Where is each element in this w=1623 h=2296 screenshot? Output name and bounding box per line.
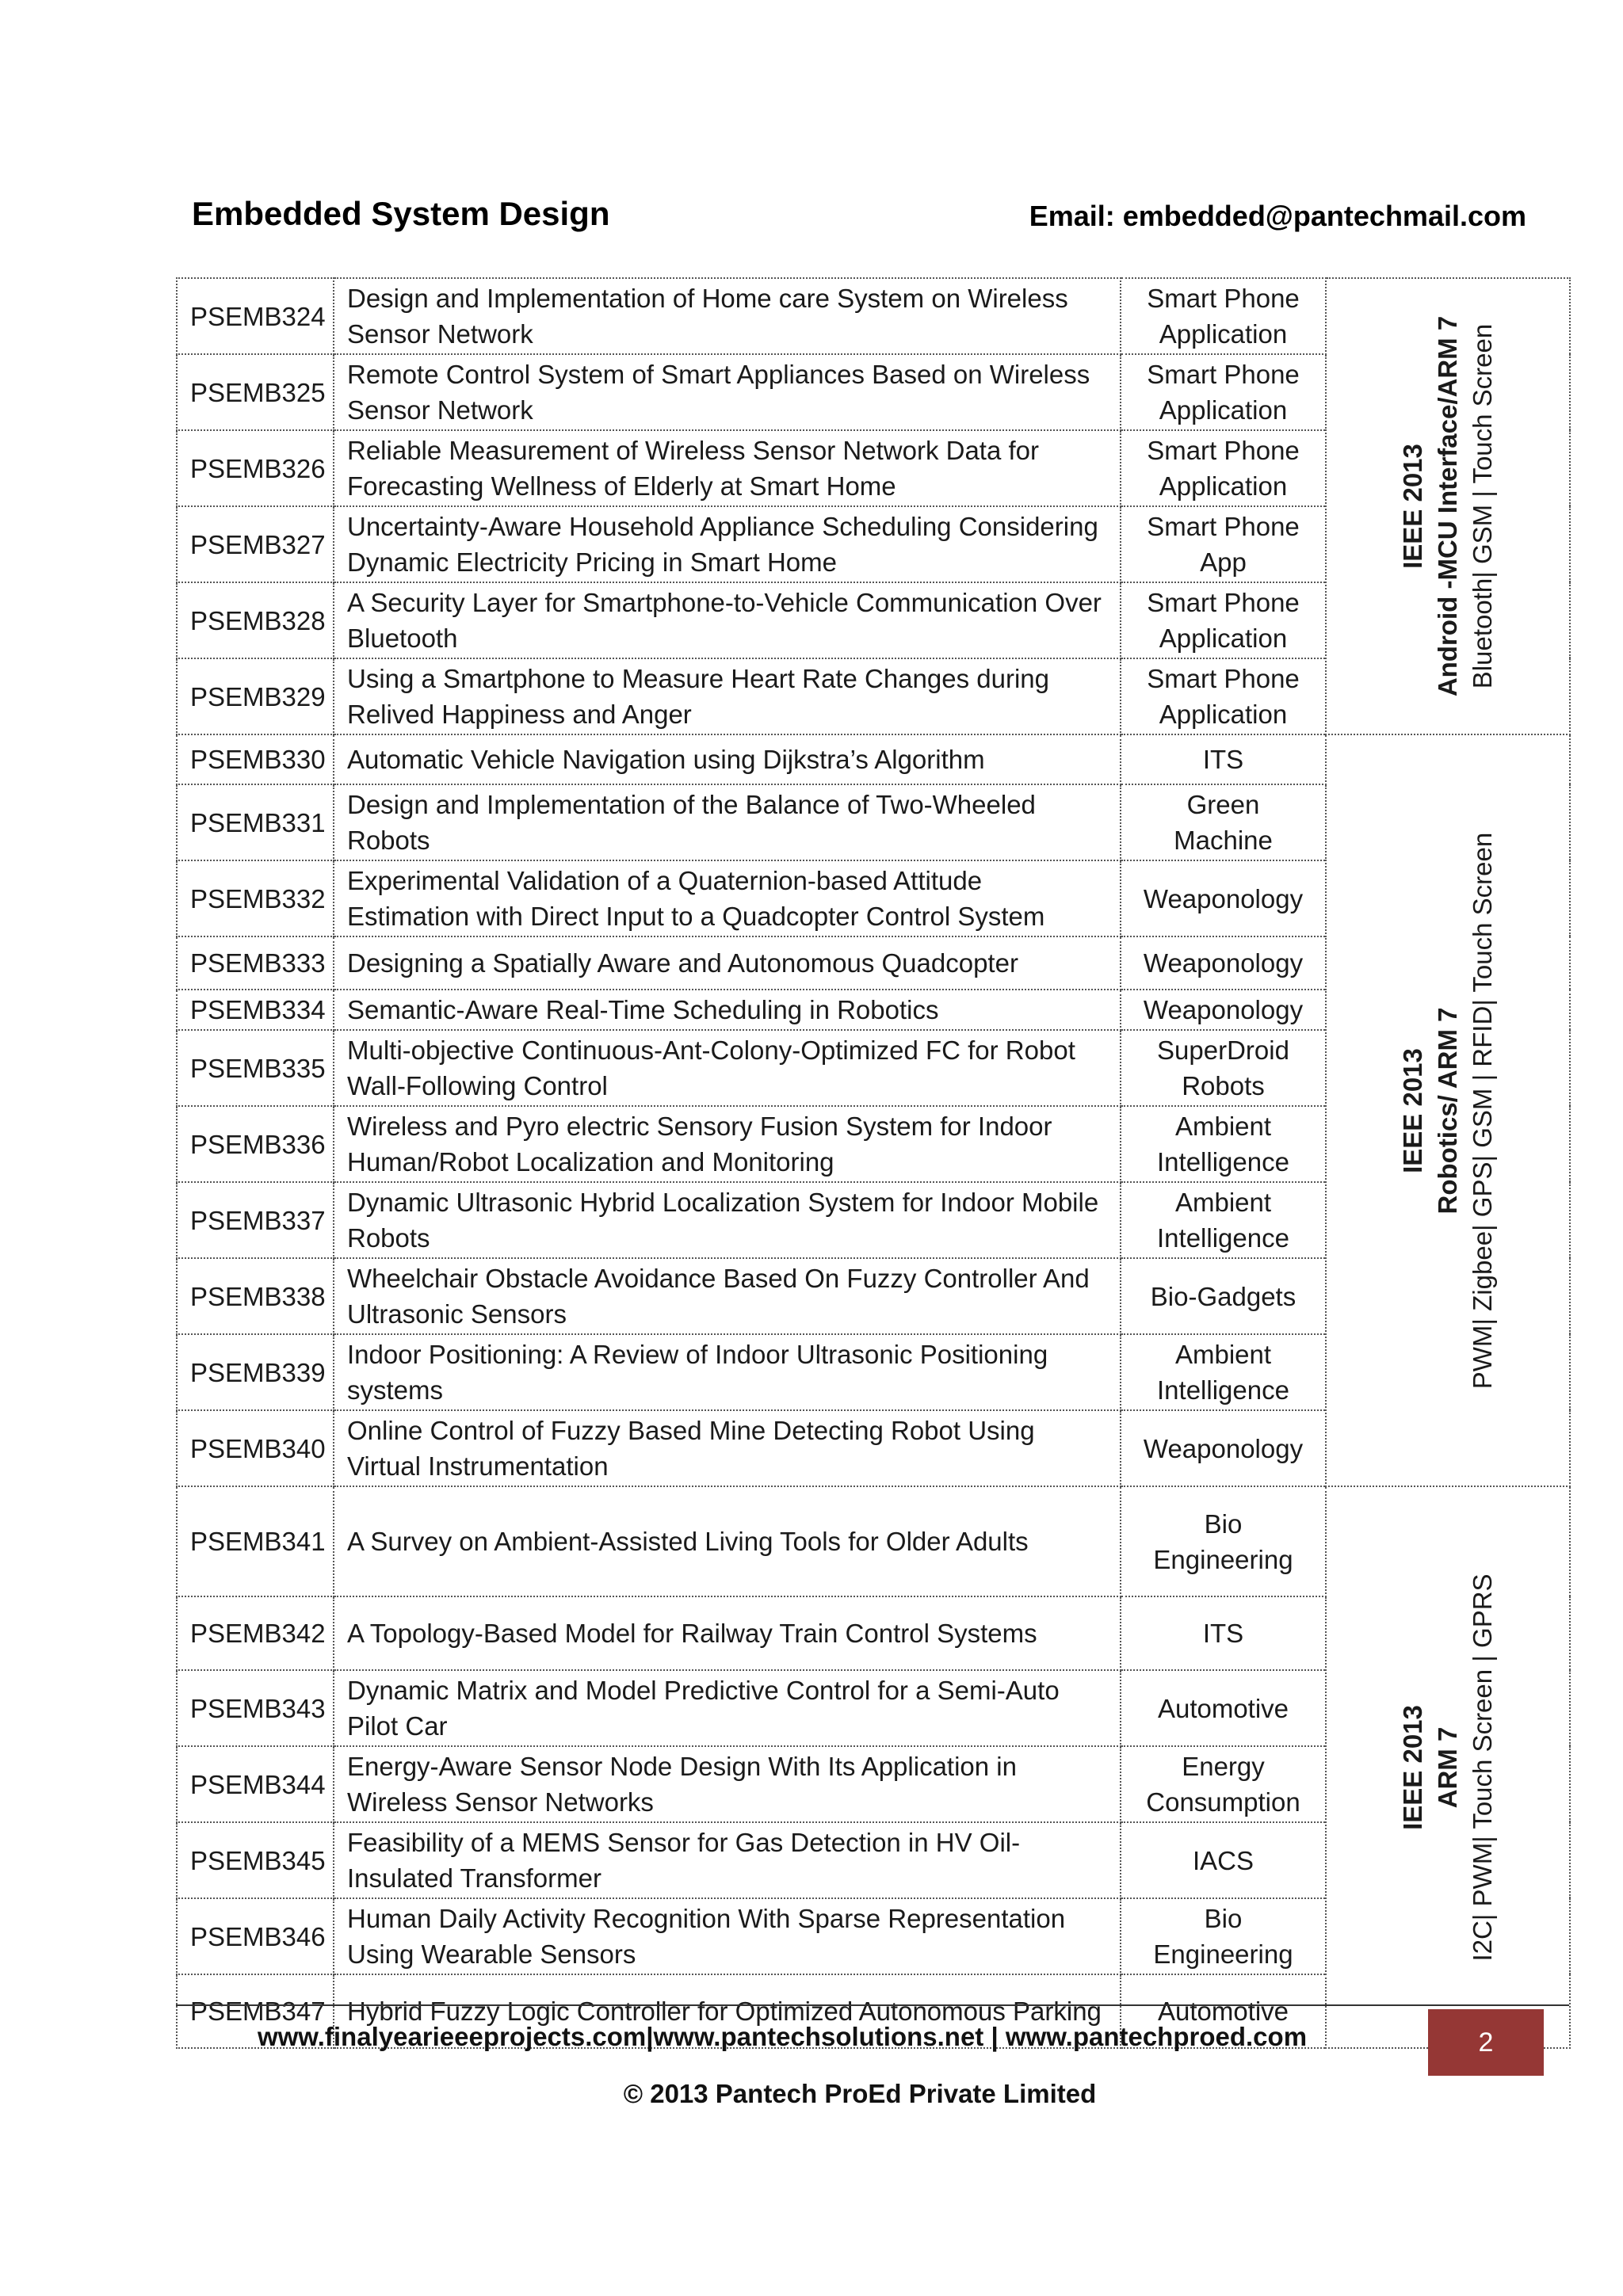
table-row xyxy=(177,1486,1570,1596)
project-title: Dynamic Ultrasonic Hybrid Localization System for Indoor Mobile Robots xyxy=(334,1182,1121,1258)
table-row xyxy=(177,734,1570,784)
project-code: PSEMB335 xyxy=(177,1030,334,1106)
project-category: Bio Engineering xyxy=(1121,1898,1326,1974)
project-title: Uncertainty-Aware Household Appliance Scheduling Considering Dynamic Electricity Pricing in Smart Home xyxy=(334,506,1121,582)
group-platform: Robotics/ ARM 7 xyxy=(1433,1007,1462,1214)
project-title: Design and Implementation of the Balance of Two-Wheeled Robots xyxy=(334,784,1121,860)
project-category: Weaponology xyxy=(1121,990,1326,1030)
project-title: Design and Implementation of Home care System on Wireless Sensor Network xyxy=(334,278,1121,354)
project-code: PSEMB344 xyxy=(177,1746,334,1822)
project-category: Energy Consumption xyxy=(1121,1746,1326,1822)
group-interfaces: I2C| PWM| Touch Screen | GPRS xyxy=(1468,1573,1497,1962)
group-year: IEEE 2013 xyxy=(1398,444,1427,569)
project-category: Ambient Intelligence xyxy=(1121,1182,1326,1258)
project-code: PSEMB341 xyxy=(177,1486,334,1596)
project-category: Ambient Intelligence xyxy=(1121,1106,1326,1182)
project-title: Experimental Validation of a Quaternion-based Attitude Estimation with Direct Input to a Quadcopter Control System xyxy=(334,860,1121,936)
project-code: PSEMB326 xyxy=(177,430,334,506)
project-title: Hybrid Fuzzy Logic Controller for Optimized Autonomous Parking xyxy=(334,1974,1121,2048)
project-category: Bio-Gadgets xyxy=(1121,1258,1326,1334)
group-year: IEEE 2013 xyxy=(1398,1047,1427,1173)
project-category: Bio Engineering xyxy=(1121,1486,1326,1596)
project-category: Smart Phone App xyxy=(1121,506,1326,582)
project-title: Indoor Positioning: A Review of Indoor Ultrasonic Positioning systems xyxy=(334,1334,1121,1410)
project-category: SuperDroid Robots xyxy=(1121,1030,1326,1106)
technology-group-label xyxy=(1326,1486,1570,2048)
project-category: Weaponology xyxy=(1121,860,1326,936)
group-interfaces: PWM| Zigbee| GPS| GSM | RFID| Touch Screen xyxy=(1468,832,1497,1389)
project-category: ITS xyxy=(1121,1596,1326,1670)
project-title: Dynamic Matrix and Model Predictive Control for a Semi-Auto Pilot Car xyxy=(334,1670,1121,1746)
project-category: Automotive xyxy=(1121,1670,1326,1746)
project-title: A Survey on Ambient-Assisted Living Tools for Older Adults xyxy=(334,1486,1121,1596)
project-category: Smart Phone Application xyxy=(1121,278,1326,354)
project-category: Weaponology xyxy=(1121,1410,1326,1486)
document-title: Embedded System Design xyxy=(192,195,610,232)
project-category: Automotive xyxy=(1121,1974,1326,2048)
page-number: 2 xyxy=(1428,2009,1544,2076)
project-code: PSEMB342 xyxy=(177,1596,334,1670)
project-code: PSEMB347 xyxy=(177,1974,334,2048)
project-code: PSEMB330 xyxy=(177,734,334,784)
project-code: PSEMB338 xyxy=(177,1258,334,1334)
group-year: IEEE 2013 xyxy=(1398,1704,1427,1830)
project-category: Ambient Intelligence xyxy=(1121,1334,1326,1410)
project-title: Wheelchair Obstacle Avoidance Based On Fuzzy Controller And Ultrasonic Sensors xyxy=(334,1258,1121,1334)
project-category: Green Machine xyxy=(1121,784,1326,860)
project-code: PSEMB337 xyxy=(177,1182,334,1258)
project-title: Designing a Spatially Aware and Autonomous Quadcopter xyxy=(334,936,1121,990)
project-code: PSEMB324 xyxy=(177,278,334,354)
project-category: Weaponology xyxy=(1121,936,1326,990)
footer-divider xyxy=(176,2004,1569,2006)
project-title: Automatic Vehicle Navigation using Dijkstra’s Algorithm xyxy=(334,734,1121,784)
project-code: PSEMB334 xyxy=(177,990,334,1030)
project-code: PSEMB340 xyxy=(177,1410,334,1486)
project-title: Multi-objective Continuous-Ant-Colony-Optimized FC for Robot Wall-Following Control xyxy=(334,1030,1121,1106)
group-interfaces: Bluetooth| GSM | Touch Screen xyxy=(1468,323,1497,689)
project-category: ITS xyxy=(1121,734,1326,784)
project-title: Wireless and Pyro electric Sensory Fusion System for Indoor Human/Robot Localization and Monitoring xyxy=(334,1106,1121,1182)
project-code: PSEMB329 xyxy=(177,658,334,734)
rotated-group-text xyxy=(1396,832,1500,1388)
project-title: Energy-Aware Sensor Node Design With Its Application in Wireless Sensor Networks xyxy=(334,1746,1121,1822)
technology-group-label xyxy=(1326,734,1570,1486)
project-title: Feasibility of a MEMS Sensor for Gas Detection in HV Oil-Insulated Transformer xyxy=(334,1822,1121,1898)
project-category: IACS xyxy=(1121,1822,1326,1898)
project-title: Human Daily Activity Recognition With Sparse Representation Using Wearable Sensors xyxy=(334,1898,1121,1974)
project-code: PSEMB345 xyxy=(177,1822,334,1898)
project-title: Using a Smartphone to Measure Heart Rate Changes during Relived Happiness and Anger xyxy=(334,658,1121,734)
project-code: PSEMB327 xyxy=(177,506,334,582)
project-code: PSEMB336 xyxy=(177,1106,334,1182)
table-row xyxy=(177,278,1570,354)
project-title: Remote Control System of Smart Appliances Based on Wireless Sensor Network xyxy=(334,354,1121,430)
project-code: PSEMB333 xyxy=(177,936,334,990)
project-title: Semantic-Aware Real-Time Scheduling in Robotics xyxy=(334,990,1121,1030)
copyright: © 2013 Pantech ProEd Private Limited xyxy=(623,2079,1097,2108)
rotated-group-text xyxy=(1396,316,1500,696)
project-code: PSEMB328 xyxy=(177,582,334,658)
group-platform: ARM 7 xyxy=(1433,1726,1462,1808)
project-category: Smart Phone Application xyxy=(1121,430,1326,506)
project-code: PSEMB331 xyxy=(177,784,334,860)
project-code: PSEMB346 xyxy=(177,1898,334,1974)
technology-group-label xyxy=(1326,278,1570,734)
project-title: Reliable Measurement of Wireless Sensor Network Data for Forecasting Wellness of Elderly at Smart Home xyxy=(334,430,1121,506)
project-code: PSEMB339 xyxy=(177,1334,334,1410)
project-title: A Topology-Based Model for Railway Train Control Systems xyxy=(334,1596,1121,1670)
project-category: Smart Phone Application xyxy=(1121,582,1326,658)
project-title: A Security Layer for Smartphone-to-Vehicle Communication Over Bluetooth xyxy=(334,582,1121,658)
group-platform: Android -MCU Interface/ARM 7 xyxy=(1433,315,1462,697)
footer-links: www.finalyearieeeprojects.com|www.pantechsolutions.net | www.pantechproed.com xyxy=(257,2022,1308,2051)
projects-table-body xyxy=(177,278,1570,2048)
project-code: PSEMB343 xyxy=(177,1670,334,1746)
projects-table xyxy=(176,277,1571,2049)
project-category: Smart Phone Application xyxy=(1121,354,1326,430)
project-code: PSEMB332 xyxy=(177,860,334,936)
project-code: PSEMB325 xyxy=(177,354,334,430)
project-title: Online Control of Fuzzy Based Mine Detecting Robot Using Virtual Instrumentation xyxy=(334,1410,1121,1486)
project-category: Smart Phone Application xyxy=(1121,658,1326,734)
rotated-group-text xyxy=(1396,1573,1500,1961)
contact-email: Email: embedded@pantechmail.com xyxy=(1029,200,1526,232)
